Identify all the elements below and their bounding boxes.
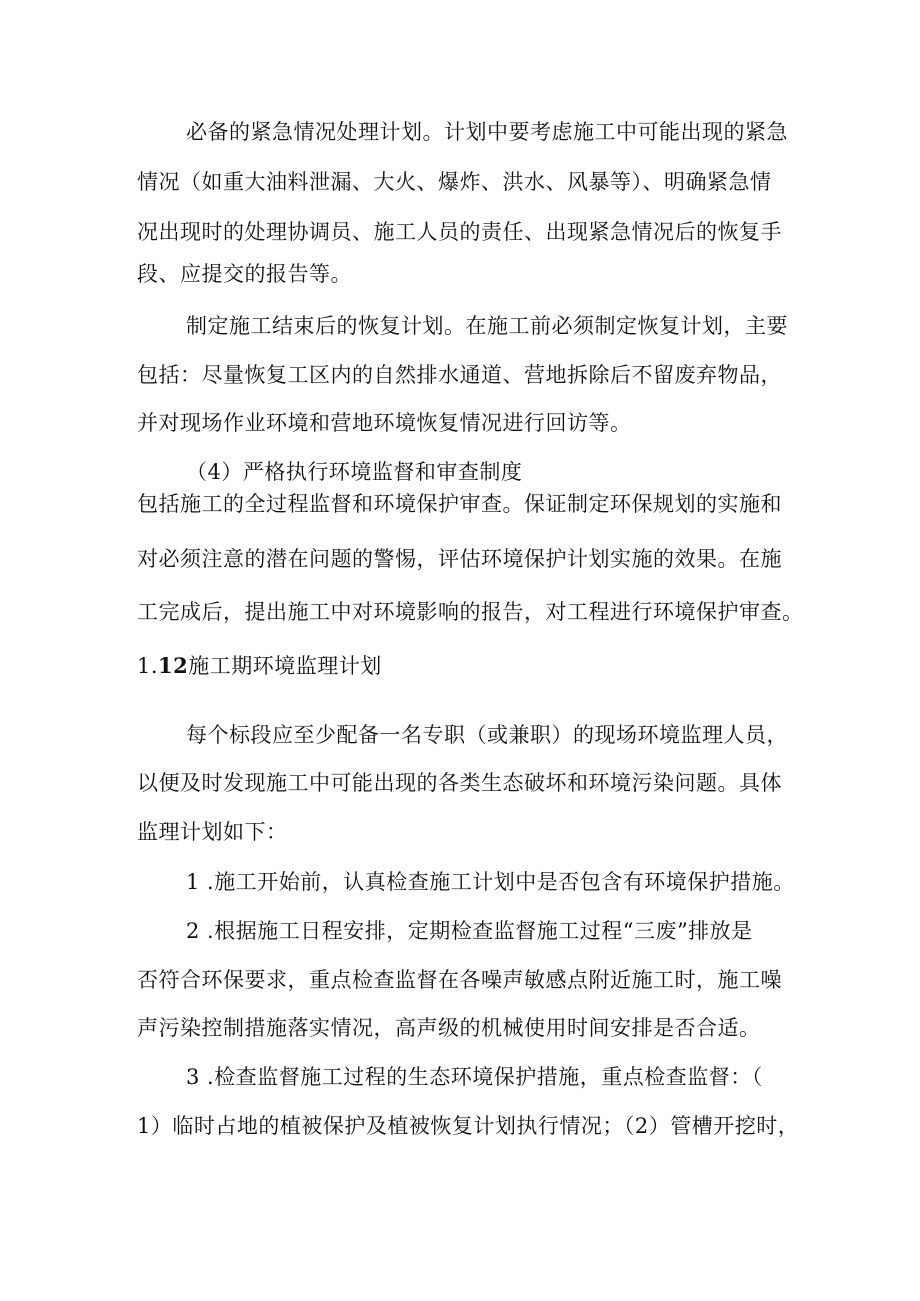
subheading: （4）严格执行环境监督和审查制度 [186,460,523,484]
text-line: 况出现时的处理协调员、施工人员的责任、出现紧急情况后的恢复手 [137,220,782,244]
text-line: 包括施工的全过程监督和环境保护审查。保证制定环保规划的实施和 [137,492,782,516]
text-line: 必备的紧急情况处理计划。计划中要考虑施工中可能出现的紧急 [186,120,788,144]
text-line: 以便及时发现施工中可能出现的各类生态破坏和环境污染问题。具体 [137,771,782,795]
text-line: 工完成后，提出施工中对环境影响的报告，对工程进行环境保护审查。 [137,600,804,624]
text-line: 2 .根据施工日程安排，定期检查监督施工过程“三废”排放是 [186,919,753,943]
text-line: 情况（如重大油料泄漏、大火、爆炸、洪水、风暴等）、明确紧急情 [137,170,772,194]
text-line: 并对现场作业环境和营地环境恢复情况进行回访等。 [137,411,632,435]
section-heading [137,652,382,680]
section-title: 施工期环境监理计划 [188,654,382,678]
section-number-prefix: 1. [137,654,159,678]
text-line: 声污染控制措施落实情况，高声级的机械使用时间安排是否合适。 [137,1016,761,1040]
text-line: 包括：尽量恢复工区内的自然排水通道、营地拆除后不留废弃物品， [137,363,782,387]
text-line: 段、应提交的报告等。 [137,262,352,286]
text-line: 每个标段应至少配备一名专职（或兼职）的现场环境监理人员， [186,723,788,747]
section-number: 12 [158,653,189,678]
text-line: 对必须注意的潜在问题的警惕，评估环境保护计划实施的效果。在施 [137,547,782,571]
text-line: 制定施工结束后的恢复计划。在施工前必须制定恢复计划，主要 [186,314,788,338]
text-line: 监理计划如下： [137,820,288,844]
text-line: 1）临时占地的植被保护及植被恢复计划执行情况；（2）管槽开挖时， [137,1114,800,1138]
text-line: 3 .检查监督施工过程的生态环境保护措施，重点检查监督：（ [186,1065,763,1089]
text-line: 否符合环保要求，重点检查监督在各噪声敏感点附近施工时，施工噪 [137,968,782,992]
text-line: 1 .施工开始前，认真检查施工计划中是否包含有环境保护措施。 [186,870,795,894]
